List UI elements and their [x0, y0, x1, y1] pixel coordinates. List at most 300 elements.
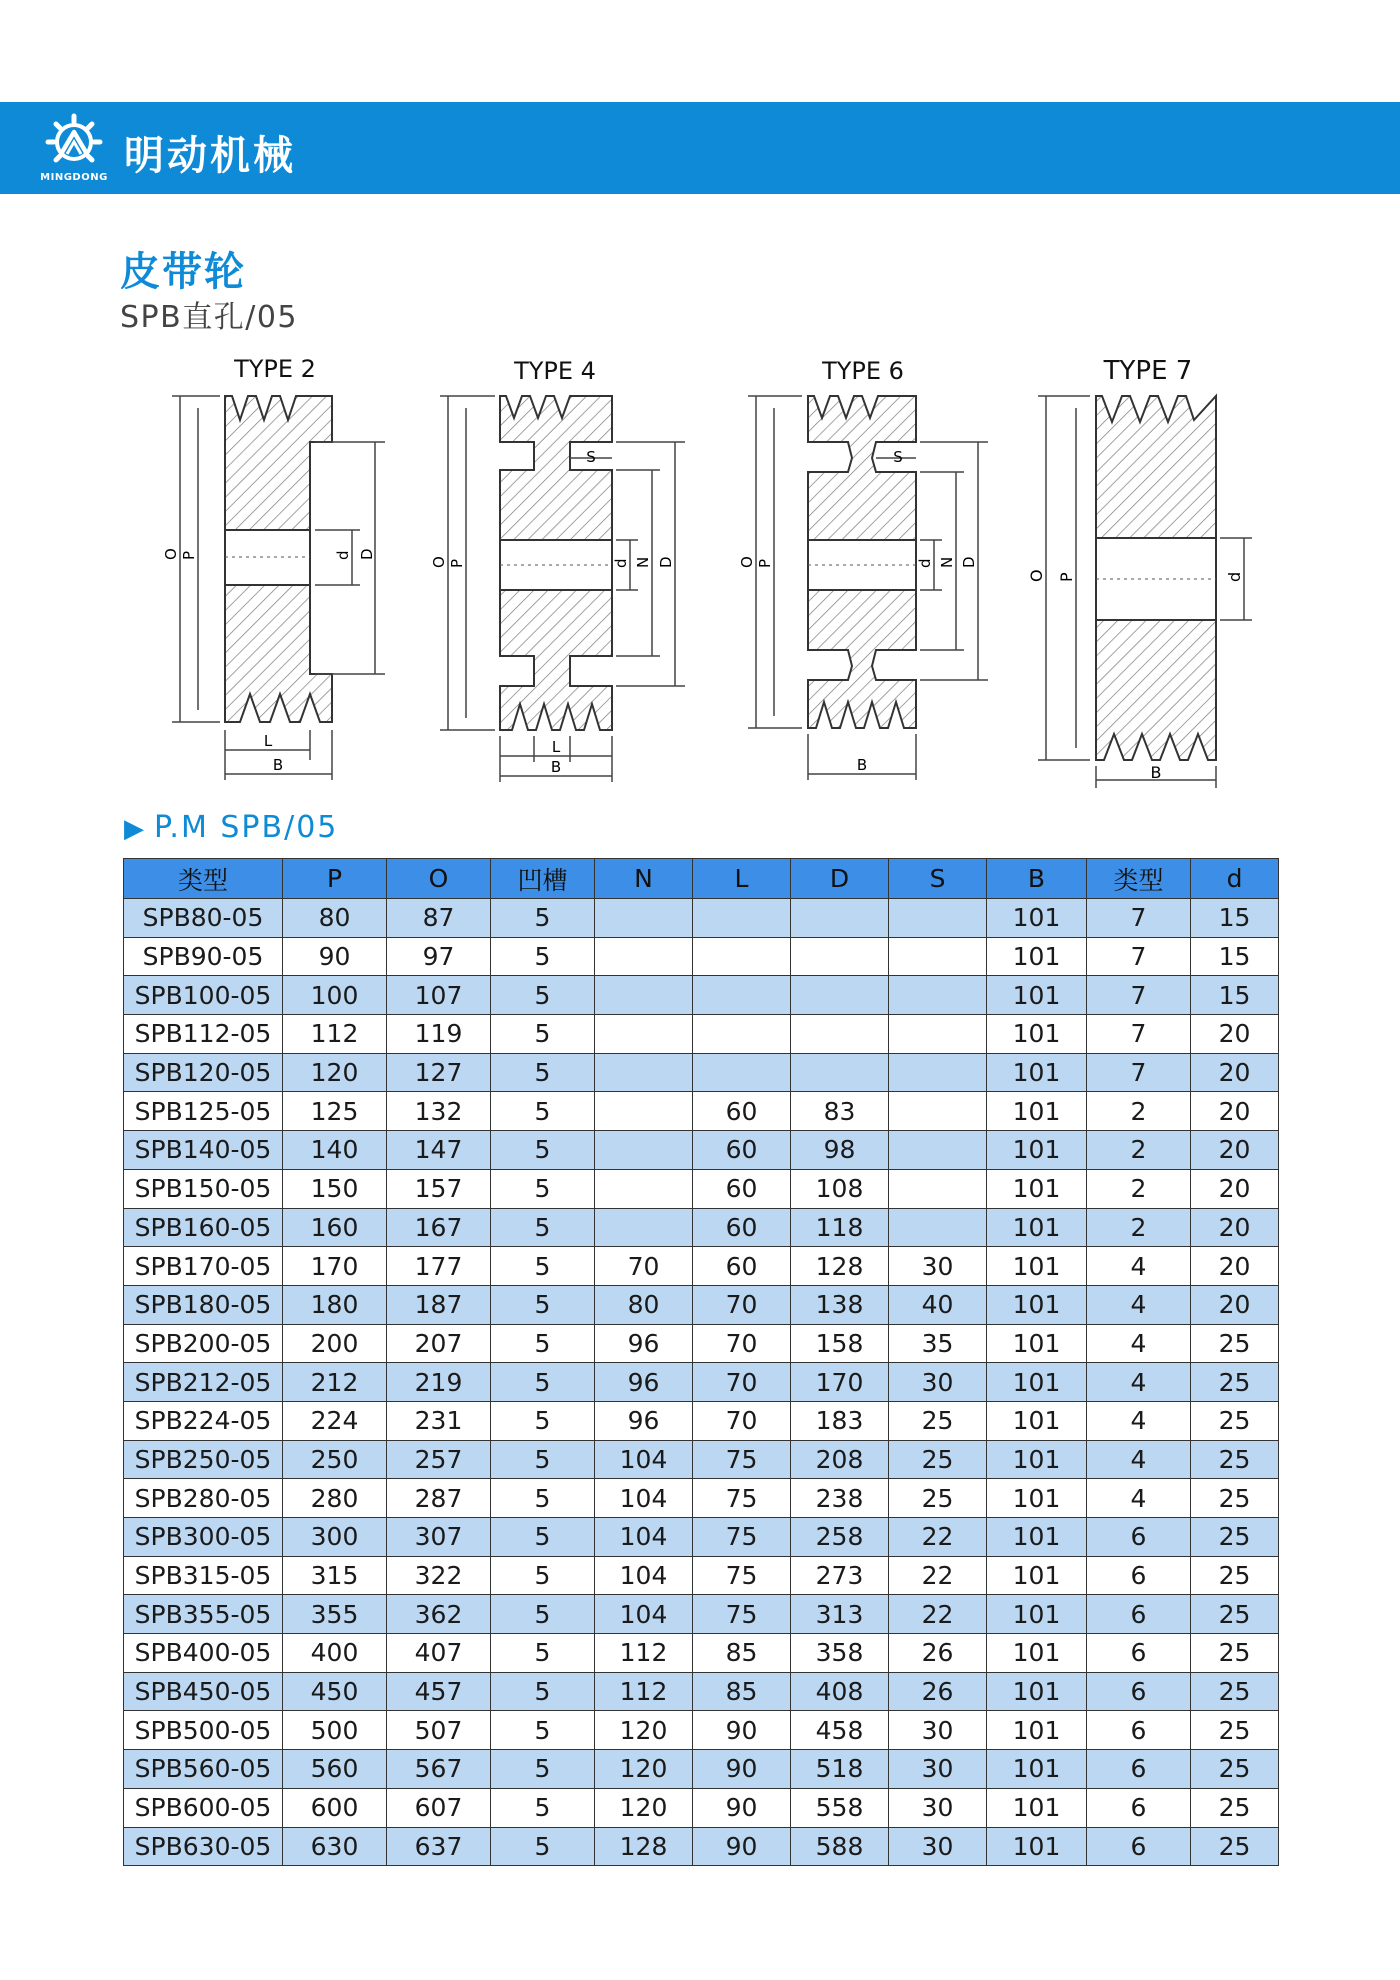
table-cell: 85 — [693, 1634, 791, 1673]
table-cell: 183 — [791, 1401, 889, 1440]
table-cell: SPB80-05 — [124, 899, 283, 938]
table-cell: 25 — [1191, 1440, 1279, 1479]
table-cell: 2 — [1087, 1208, 1191, 1247]
table-cell: 128 — [791, 1247, 889, 1286]
table-cell: 207 — [387, 1324, 491, 1363]
table-cell: 22 — [889, 1518, 987, 1557]
table-cell: SPB90-05 — [124, 937, 283, 976]
table-cell: 219 — [387, 1363, 491, 1402]
table-cell: 180 — [283, 1285, 387, 1324]
table-cell — [791, 1015, 889, 1054]
spec-table — [123, 858, 1279, 1866]
table-cell: SPB500-05 — [124, 1711, 283, 1750]
table-cell: 560 — [283, 1750, 387, 1789]
table-row — [124, 1401, 1279, 1440]
table-cell: 119 — [387, 1015, 491, 1054]
table-cell — [693, 899, 791, 938]
table-cell — [889, 1092, 987, 1131]
table-cell — [595, 937, 693, 976]
table-cell: 5 — [491, 1672, 595, 1711]
table-cell: 101 — [987, 1363, 1087, 1402]
table-cell: 25 — [1191, 1401, 1279, 1440]
table-cell: 4 — [1087, 1440, 1191, 1479]
table-cell: 224 — [283, 1401, 387, 1440]
table-cell: 132 — [387, 1092, 491, 1131]
table-cell: 5 — [491, 976, 595, 1015]
table-cell: 101 — [987, 1672, 1087, 1711]
table-cell: 25 — [1191, 1556, 1279, 1595]
table-cell: 118 — [791, 1208, 889, 1247]
triangle-right-icon: ▶ — [124, 814, 146, 844]
table-cell: 6 — [1087, 1595, 1191, 1634]
table-cell: 87 — [387, 899, 491, 938]
table-cell: 158 — [791, 1324, 889, 1363]
diagram-type-4 — [420, 350, 700, 790]
table-cell: 101 — [987, 1401, 1087, 1440]
table-cell — [889, 1208, 987, 1247]
table-cell: 30 — [889, 1827, 987, 1866]
table-row — [124, 1015, 1279, 1054]
table-cell: 101 — [987, 1634, 1087, 1673]
column-header: O — [387, 859, 491, 899]
table-row — [124, 1285, 1279, 1324]
table-cell: SPB400-05 — [124, 1634, 283, 1673]
table-cell: 5 — [491, 1401, 595, 1440]
table-cell: 30 — [889, 1247, 987, 1286]
table-cell: 5 — [491, 1131, 595, 1170]
table-cell: 101 — [987, 899, 1087, 938]
svg-text:P: P — [448, 558, 466, 568]
table-cell: 25 — [1191, 1324, 1279, 1363]
table-cell: 104 — [595, 1518, 693, 1557]
table-cell: SPB560-05 — [124, 1750, 283, 1789]
table-cell: SPB140-05 — [124, 1131, 283, 1170]
diagram-type-2 — [160, 350, 400, 790]
svg-text:d: d — [1225, 571, 1244, 582]
table-cell: 280 — [283, 1479, 387, 1518]
svg-text:L: L — [551, 738, 561, 756]
table-cell: 6 — [1087, 1750, 1191, 1789]
table-row — [124, 899, 1279, 938]
table-cell: 15 — [1191, 899, 1279, 938]
table-cell: 7 — [1087, 937, 1191, 976]
table-cell: 140 — [283, 1131, 387, 1170]
table-cell: 101 — [987, 1092, 1087, 1131]
table-cell: 101 — [987, 1518, 1087, 1557]
table-cell: 187 — [387, 1285, 491, 1324]
table-cell: 362 — [387, 1595, 491, 1634]
column-header: D — [791, 859, 889, 899]
table-cell: 101 — [987, 937, 1087, 976]
table-cell: 75 — [693, 1440, 791, 1479]
table-row — [124, 1131, 1279, 1170]
column-header: 类型 — [124, 859, 283, 899]
table-cell: SPB120-05 — [124, 1053, 283, 1092]
table-cell: 107 — [387, 976, 491, 1015]
table-cell: SPB600-05 — [124, 1788, 283, 1827]
table-cell: 75 — [693, 1479, 791, 1518]
table-cell: 70 — [693, 1363, 791, 1402]
table-cell: 97 — [387, 937, 491, 976]
table-cell: 5 — [491, 1518, 595, 1557]
table-cell: 307 — [387, 1518, 491, 1557]
svg-text:O: O — [738, 556, 756, 568]
page-subtitle: SPB直孔/05 — [120, 300, 298, 335]
table-cell: 108 — [791, 1169, 889, 1208]
table-cell: 90 — [693, 1750, 791, 1789]
table-cell: 40 — [889, 1285, 987, 1324]
table-cell: SPB630-05 — [124, 1827, 283, 1866]
table-cell: 5 — [491, 1788, 595, 1827]
table-cell: 5 — [491, 1285, 595, 1324]
table-row — [124, 1750, 1279, 1789]
table-cell — [595, 1015, 693, 1054]
table-cell: 5 — [491, 899, 595, 938]
table-cell: SPB212-05 — [124, 1363, 283, 1402]
table-cell: 96 — [595, 1401, 693, 1440]
section-heading — [124, 810, 338, 845]
table-cell: 5 — [491, 1324, 595, 1363]
table-cell: 5 — [491, 1827, 595, 1866]
svg-text:d: d — [334, 550, 352, 560]
svg-text:O: O — [1027, 569, 1046, 582]
table-cell: 60 — [693, 1131, 791, 1170]
table-cell: 250 — [283, 1440, 387, 1479]
table-cell: 322 — [387, 1556, 491, 1595]
svg-text:d: d — [612, 558, 630, 568]
table-cell: 90 — [693, 1711, 791, 1750]
svg-text:P: P — [180, 550, 198, 560]
table-cell: SPB125-05 — [124, 1092, 283, 1131]
table-cell: 120 — [595, 1788, 693, 1827]
table-cell: 313 — [791, 1595, 889, 1634]
table-row — [124, 1479, 1279, 1518]
table-cell: 25 — [1191, 1750, 1279, 1789]
table-row — [124, 1053, 1279, 1092]
table-cell — [889, 1131, 987, 1170]
table-cell: SPB315-05 — [124, 1556, 283, 1595]
table-cell — [791, 976, 889, 1015]
table-cell — [889, 1053, 987, 1092]
table-cell: 4 — [1087, 1401, 1191, 1440]
svg-text:B: B — [856, 756, 868, 774]
diagram-type-7 — [1020, 350, 1260, 790]
table-cell: 407 — [387, 1634, 491, 1673]
table-cell: 90 — [693, 1788, 791, 1827]
table-cell: 6 — [1087, 1788, 1191, 1827]
svg-text:O: O — [430, 556, 448, 568]
table-cell: 507 — [387, 1711, 491, 1750]
table-cell: SPB100-05 — [124, 976, 283, 1015]
table-cell: 104 — [595, 1440, 693, 1479]
table-cell: 20 — [1191, 1131, 1279, 1170]
table-cell: SPB200-05 — [124, 1324, 283, 1363]
table-cell: SPB250-05 — [124, 1440, 283, 1479]
table-cell: 5 — [491, 1092, 595, 1131]
table-cell: 101 — [987, 1479, 1087, 1518]
table-cell: 4 — [1087, 1247, 1191, 1286]
table-cell: 6 — [1087, 1518, 1191, 1557]
table-cell: 30 — [889, 1788, 987, 1827]
table-row — [124, 1518, 1279, 1557]
table-cell: 60 — [693, 1208, 791, 1247]
table-cell: 96 — [595, 1324, 693, 1363]
table-cell: 2 — [1087, 1092, 1191, 1131]
table-row — [124, 976, 1279, 1015]
table-cell: 5 — [491, 1595, 595, 1634]
table-cell: 25 — [1191, 1672, 1279, 1711]
table-cell: 25 — [1191, 1634, 1279, 1673]
table-cell: 101 — [987, 1285, 1087, 1324]
svg-text:B: B — [1150, 763, 1162, 782]
table-cell: 101 — [987, 1015, 1087, 1054]
table-cell: 2 — [1087, 1131, 1191, 1170]
table-cell: 231 — [387, 1401, 491, 1440]
table-cell — [889, 899, 987, 938]
table-cell: 25 — [889, 1401, 987, 1440]
table-row — [124, 1634, 1279, 1673]
table-cell: SPB300-05 — [124, 1518, 283, 1557]
table-cell — [889, 1169, 987, 1208]
table-cell — [595, 1208, 693, 1247]
table-cell: 167 — [387, 1208, 491, 1247]
table-cell — [595, 1092, 693, 1131]
table-cell — [889, 976, 987, 1015]
table-cell: 7 — [1087, 899, 1191, 938]
table-cell: 80 — [283, 899, 387, 938]
table-cell: 25 — [1191, 1827, 1279, 1866]
table-cell: 170 — [283, 1247, 387, 1286]
table-cell: 315 — [283, 1556, 387, 1595]
table-cell: 101 — [987, 1324, 1087, 1363]
table-cell: 80 — [595, 1285, 693, 1324]
diagram-type-label: TYPE 7 — [1103, 356, 1193, 386]
table-cell: 600 — [283, 1788, 387, 1827]
table-cell: 120 — [283, 1053, 387, 1092]
table-cell: 208 — [791, 1440, 889, 1479]
table-cell: 112 — [595, 1672, 693, 1711]
table-cell — [595, 1053, 693, 1092]
svg-text:L: L — [263, 732, 273, 750]
table-cell: 101 — [987, 1711, 1087, 1750]
table-cell: 60 — [693, 1169, 791, 1208]
table-cell: 90 — [693, 1827, 791, 1866]
table-cell: SPB180-05 — [124, 1285, 283, 1324]
table-cell — [889, 1015, 987, 1054]
table-cell: 212 — [283, 1363, 387, 1402]
table-cell: 458 — [791, 1711, 889, 1750]
table-cell: 101 — [987, 1788, 1087, 1827]
table-cell: 6 — [1087, 1556, 1191, 1595]
table-row — [124, 1788, 1279, 1827]
table-cell: 6 — [1087, 1827, 1191, 1866]
table-cell: 257 — [387, 1440, 491, 1479]
svg-text:B: B — [272, 756, 284, 774]
table-cell: 101 — [987, 1750, 1087, 1789]
table-cell: 5 — [491, 1634, 595, 1673]
table-cell: 127 — [387, 1053, 491, 1092]
svg-text:B: B — [550, 758, 562, 776]
table-row — [124, 1672, 1279, 1711]
table-cell: 6 — [1087, 1672, 1191, 1711]
table-cell: SPB224-05 — [124, 1401, 283, 1440]
table-cell: 5 — [491, 1015, 595, 1054]
table-cell: 101 — [987, 1247, 1087, 1286]
table-cell: 457 — [387, 1672, 491, 1711]
table-cell — [595, 1131, 693, 1170]
table-cell: 150 — [283, 1169, 387, 1208]
table-cell: 70 — [693, 1324, 791, 1363]
table-cell: 101 — [987, 976, 1087, 1015]
column-header: 类型 — [1087, 859, 1191, 899]
table-row — [124, 1827, 1279, 1866]
table-row — [124, 1595, 1279, 1634]
table-cell — [791, 937, 889, 976]
table-header-row — [124, 859, 1279, 899]
table-cell: 85 — [693, 1672, 791, 1711]
table-cell: 5 — [491, 1363, 595, 1402]
table-cell: 607 — [387, 1788, 491, 1827]
table-cell: 5 — [491, 1479, 595, 1518]
diagram-type-6 — [720, 350, 1000, 790]
table-cell: 20 — [1191, 1053, 1279, 1092]
table-cell: 6 — [1087, 1711, 1191, 1750]
table-row — [124, 1247, 1279, 1286]
table-cell: 5 — [491, 1440, 595, 1479]
table-cell: 70 — [595, 1247, 693, 1286]
table-cell: 355 — [283, 1595, 387, 1634]
table-cell: 5 — [491, 1208, 595, 1247]
table-cell — [693, 1053, 791, 1092]
table-row — [124, 1092, 1279, 1131]
table-cell: 20 — [1191, 1208, 1279, 1247]
table-cell: 98 — [791, 1131, 889, 1170]
table-cell: 30 — [889, 1363, 987, 1402]
svg-text:D: D — [358, 548, 376, 560]
table-cell: 138 — [791, 1285, 889, 1324]
table-cell: 25 — [1191, 1518, 1279, 1557]
table-cell: SPB160-05 — [124, 1208, 283, 1247]
table-cell: 5 — [491, 1711, 595, 1750]
column-header: d — [1191, 859, 1279, 899]
svg-text:N: N — [634, 556, 652, 568]
table-cell: 25 — [1191, 1711, 1279, 1750]
diagram-type-label: TYPE 4 — [514, 357, 596, 385]
table-cell: 15 — [1191, 976, 1279, 1015]
table-cell: 128 — [595, 1827, 693, 1866]
table-cell: 170 — [791, 1363, 889, 1402]
table-cell — [595, 976, 693, 1015]
table-cell: 20 — [1191, 1285, 1279, 1324]
table-cell: 6 — [1087, 1634, 1191, 1673]
table-cell — [595, 1169, 693, 1208]
table-cell: 120 — [595, 1750, 693, 1789]
column-header: L — [693, 859, 791, 899]
table-cell: 96 — [595, 1363, 693, 1402]
table-cell: 637 — [387, 1827, 491, 1866]
table-cell: 101 — [987, 1053, 1087, 1092]
table-cell: SPB280-05 — [124, 1479, 283, 1518]
table-cell: 35 — [889, 1324, 987, 1363]
table-cell: SPB112-05 — [124, 1015, 283, 1054]
table-cell: 4 — [1087, 1363, 1191, 1402]
svg-text:S: S — [586, 448, 596, 466]
svg-text:d: d — [916, 558, 934, 568]
table-cell: 200 — [283, 1324, 387, 1363]
table-cell: 104 — [595, 1479, 693, 1518]
table-cell: 4 — [1087, 1285, 1191, 1324]
table-cell: 7 — [1087, 976, 1191, 1015]
table-cell — [791, 1053, 889, 1092]
table-cell: 25 — [1191, 1595, 1279, 1634]
table-cell: 258 — [791, 1518, 889, 1557]
diagram-type-label: TYPE 2 — [234, 355, 316, 383]
table-cell: 4 — [1087, 1479, 1191, 1518]
table-cell: 518 — [791, 1750, 889, 1789]
table-cell: 630 — [283, 1827, 387, 1866]
table-cell: 25 — [889, 1440, 987, 1479]
table-cell: 75 — [693, 1518, 791, 1557]
table-cell: 22 — [889, 1556, 987, 1595]
table-cell: 75 — [693, 1556, 791, 1595]
table-cell: 5 — [491, 1169, 595, 1208]
table-cell: 157 — [387, 1169, 491, 1208]
table-cell: 25 — [1191, 1363, 1279, 1402]
table-cell: 20 — [1191, 1015, 1279, 1054]
table-row — [124, 1324, 1279, 1363]
table-row — [124, 1440, 1279, 1479]
table-cell: 358 — [791, 1634, 889, 1673]
table-cell: 22 — [889, 1595, 987, 1634]
table-cell: 15 — [1191, 937, 1279, 976]
table-cell: 160 — [283, 1208, 387, 1247]
table-cell — [693, 937, 791, 976]
table-cell: 25 — [1191, 1479, 1279, 1518]
table-cell: 238 — [791, 1479, 889, 1518]
table-cell: 75 — [693, 1595, 791, 1634]
table-cell: 287 — [387, 1479, 491, 1518]
svg-text:N: N — [938, 556, 956, 568]
table-cell: 25 — [1191, 1788, 1279, 1827]
table-cell: 400 — [283, 1634, 387, 1673]
table-cell: 273 — [791, 1556, 889, 1595]
table-cell — [889, 937, 987, 976]
section-heading-text: P.M SPB/05 — [154, 810, 339, 845]
column-header: 凹槽 — [491, 859, 595, 899]
table-row — [124, 937, 1279, 976]
table-cell — [595, 899, 693, 938]
table-cell: 25 — [889, 1479, 987, 1518]
table-cell: 26 — [889, 1672, 987, 1711]
table-cell: 450 — [283, 1672, 387, 1711]
table-cell: 104 — [595, 1556, 693, 1595]
table-cell: 588 — [791, 1827, 889, 1866]
diagram-type-label: TYPE 6 — [822, 357, 904, 385]
table-cell: 5 — [491, 1053, 595, 1092]
table-cell: 101 — [987, 1595, 1087, 1634]
table-cell: 60 — [693, 1247, 791, 1286]
svg-text:O: O — [162, 548, 180, 560]
table-cell: 5 — [491, 1750, 595, 1789]
table-row — [124, 1556, 1279, 1595]
table-cell: 70 — [693, 1285, 791, 1324]
table-cell: 5 — [491, 937, 595, 976]
table-row — [124, 1208, 1279, 1247]
table-cell: 5 — [491, 1247, 595, 1286]
table-cell: 500 — [283, 1711, 387, 1750]
table-cell: 147 — [387, 1131, 491, 1170]
column-header: S — [889, 859, 987, 899]
